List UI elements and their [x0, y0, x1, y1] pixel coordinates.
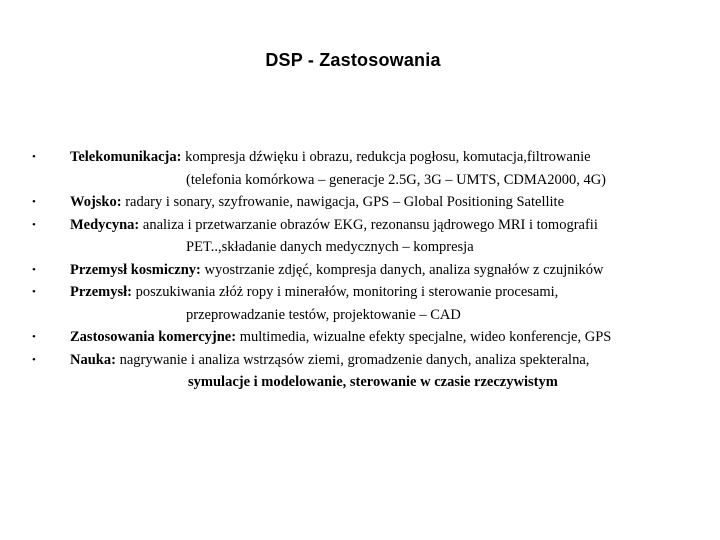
bullet-icon: •	[32, 218, 36, 231]
list-item-telecommunication	[32, 146, 712, 191]
application-list	[32, 146, 712, 394]
item-continuation: (telefonia komórkowa – generacje 2.5G, 3G – UMTS, CDMA2000, 4G)	[186, 171, 607, 188]
bullet-icon: •	[32, 331, 36, 343]
item-text: poszukiwania złóż ropy i minerałów, monitoring i sterowanie procesami,	[132, 284, 559, 300]
list-item-medicine	[32, 214, 712, 259]
item-label: Medycyna:	[70, 216, 140, 233]
list-item-science	[32, 349, 712, 394]
item-line	[70, 191, 712, 214]
bullet-icon: •	[32, 263, 36, 276]
item-text: wyostrzanie zdjęć, kompresja danych, analiza sygnałów z czujników	[200, 261, 604, 278]
list-item-commercial	[32, 326, 712, 349]
bullet-icon: •	[32, 353, 36, 366]
item-line	[70, 326, 712, 349]
item-text: multimedia, wizualne efekty specjalne, wideo konferencje, GPS	[236, 329, 612, 345]
item-continuation: symulacje i modelowanie, sterowanie w czasie rzeczywistym	[188, 374, 558, 390]
bullet-icon: •	[32, 286, 36, 298]
list-item-space-industry	[32, 259, 712, 282]
item-label: Zastosowania komercyjne:	[70, 329, 237, 345]
list-item-military	[32, 191, 712, 214]
bullet-icon: •	[32, 151, 36, 163]
bullet-icon: •	[32, 196, 36, 208]
item-text: nagrywanie i analiza wstrząsów ziemi, gromadzenie danych, analiza spekteralna,	[115, 351, 590, 368]
item-continuation: przeprowadzanie testów, projektowanie – CAD	[186, 306, 461, 323]
item-text: radary i sonary, szyfrowanie, nawigacja, GPS – Global Positioning Satellite	[121, 194, 565, 210]
item-line	[70, 281, 712, 304]
item-label: Przemysł:	[70, 284, 132, 300]
item-line	[70, 214, 712, 237]
slide-title: DSP - Zastosowania	[265, 50, 441, 70]
item-label: Nauka:	[70, 351, 116, 368]
list-item-industry	[32, 281, 712, 326]
item-label: Przemysł kosmiczny:	[70, 261, 201, 278]
item-line	[70, 349, 712, 372]
item-line	[70, 259, 712, 282]
item-text: kompresja dźwięku i obrazu, redukcja pogłosu, komutacja,filtrowanie	[181, 149, 591, 165]
item-label: Wojsko:	[70, 194, 122, 210]
item-label: Telekomunikacja:	[70, 149, 182, 165]
item-continuation: PET..,składanie danych medycznych – kompresja	[186, 239, 474, 255]
item-text: analiza i przetwarzanie obrazów EKG, rezonansu jądrowego MRI i tomografii	[139, 216, 598, 233]
item-line	[70, 146, 712, 169]
